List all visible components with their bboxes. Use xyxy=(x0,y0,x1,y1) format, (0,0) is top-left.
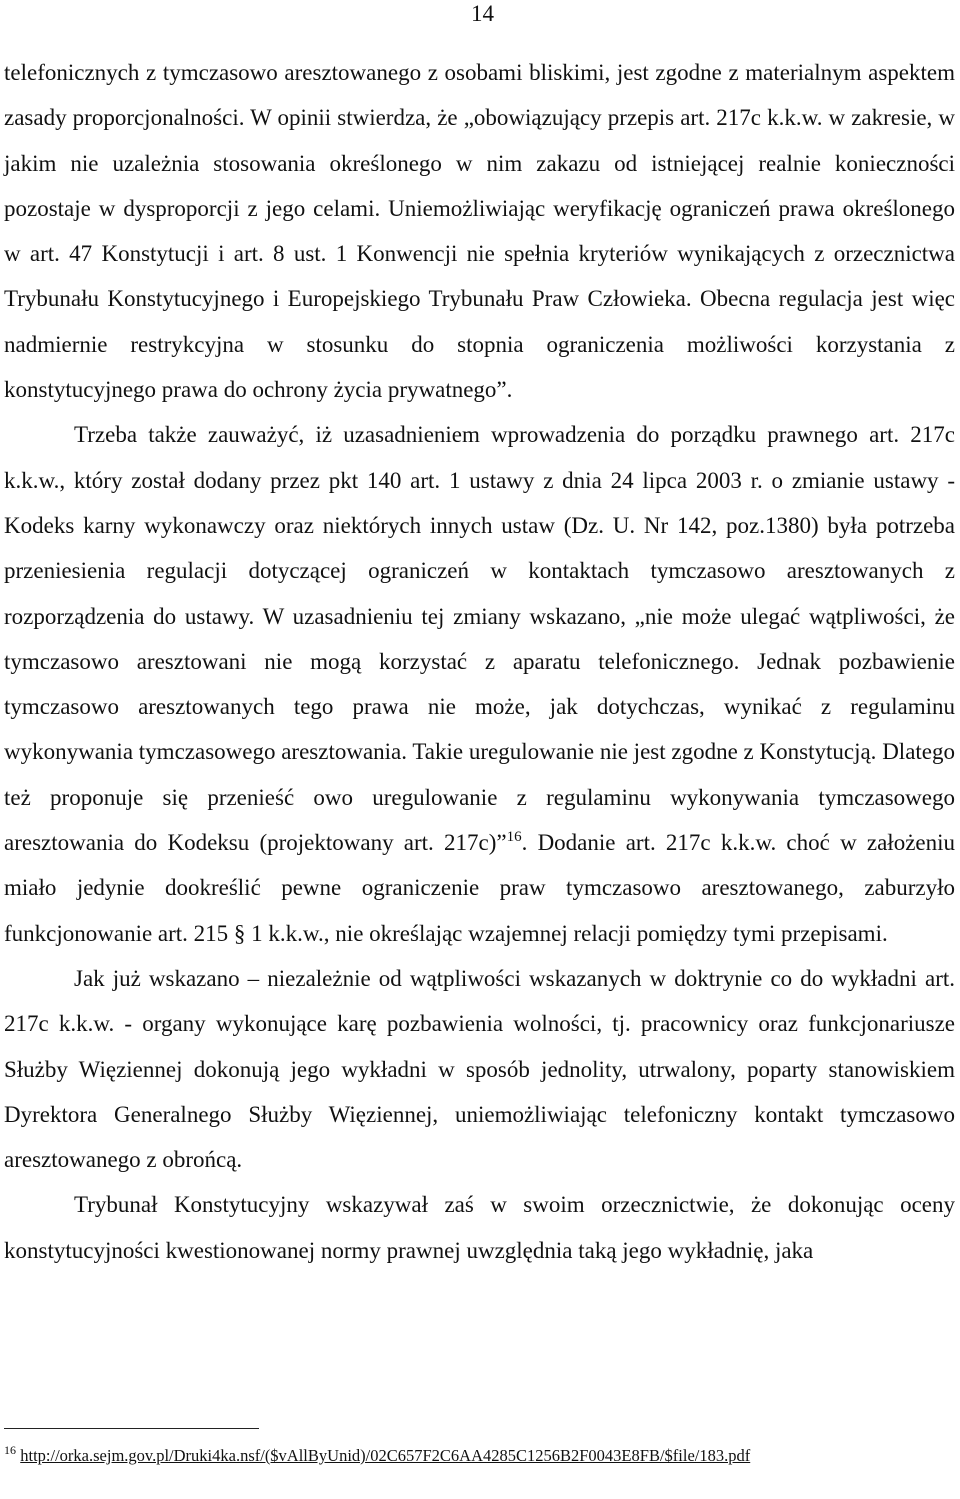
paragraph-text: . Dodanie art. 217c k.k.w. choć w założeniu miało jedynie dookreślić pewne ograniczenie praw tymczasowo aresztowanego, zaburzyło funkcjonowanie art. 215 § 1 k.k.w., nie określając wzajemnej relacji pomiędzy tymi przepisami. xyxy=(4,830,956,946)
footnote-link[interactable]: http://orka.sejm.gov.pl/Druki4ka.nsf/($vAllByUnid)/02C657F2C6AA4285C1256B2F0043E8FB/$file/183.pdf xyxy=(20,1446,751,1465)
paragraph-interpretation: Jak już wskazano – niezależnie od wątpliwości wskazanych w doktrynie co do wykładni art. 217c k.k.w. - organy wykonujące karę pozbawienia wolności, tj. pracownicy oraz funkcjonariusze Służby Więziennej dokonują jego wykładni w sposób jednolity, utrwalony, poparty stanowiskiem Dyrektora Generalnego Służby Więziennej, uniemożliwiając telefoniczny kontakt tymczasowo aresztowanego z obrońcą. xyxy=(4,965,955,1173)
paragraph-tribunal: Trybunał Konstytucyjny wskazywał zaś w swoim orzecznictwie, że dokonując oceny konstytucyjności kwestionowanej normy prawnej uwzględnia taką jego wykładnię, jaka xyxy=(4,1192,955,1263)
footnote xyxy=(4,1445,955,1467)
footnote-separator xyxy=(4,1428,259,1429)
footnote-number: 16 xyxy=(4,1443,16,1457)
paragraph-art-217c-history xyxy=(4,412,955,956)
paragraph-text: Trzeba także zauważyć, iż uzasadnieniem wprowadzenia do porządku prawnego art. 217c k.k.w., który został dodany przez pkt 140 art. 1 ustawy z dnia 24 lipca 2003 r. o zmianie ustawy - Kodeks karny wykonawczy oraz niektórych innych ustaw (Dz. U. Nr 142, poz.1380) była potrzeba przeniesienia regulacji dotyczącej ograniczeń w kontaktach tymczasowo aresztowanych z rozporządzenia do ustawy. W uzasadnieniu tej zmiany wskazano, „nie może ulegać wątpliwości, że tymczasowo aresztowani nie mogą korzystać z aparatu telefonicznego. Jednak pozbawienie tymczasowo aresztowanych tego prawa nie może, jak dotychczas, wynikać z regulaminu wykonywania tymczasowego aresztowania. Takie uregulowanie nie jest zgodne z Konstytucją. Dlatego też proponuje się przenieść owo uregulowanie z regulaminu wykonywania tymczasowego aresztowania do Kodeksu (projektowany art. 217c)” xyxy=(4,422,955,856)
paragraph-continuation: telefonicznych z tymczasowo aresztowanego z osobami bliskimi, jest zgodne z materialnym aspektem zasady proporcjonalności. W opinii stwierdza, że „obowiązujący przepis art. 217c k.k.w. w zakresie, w jakim nie uzależnia stosowania określonego w nim zakazu od istniejącej realnie konieczności pozostaje w dysproporcji z jego celami. Uniemożliwiając weryfikację ograniczeń prawa określonego w art. 47 Konstytucji i art. 8 ust. 1 Konwencji nie spełnia kryteriów wynikających z orzecznictwa Trybunału Konstytucyjnego i Europejskiego Trybunału Praw Człowieka. Obecna regulacja jest więc nadmiernie restrykcyjna w stosunku do stopnia ograniczenia możliwości korzystania z konstytucyjnego prawa do ochrony życia prywatnego”. xyxy=(4,60,955,403)
page-number: 14 xyxy=(471,1,494,26)
main-text xyxy=(4,50,955,1273)
footnote-reference[interactable]: 16 xyxy=(506,829,522,846)
